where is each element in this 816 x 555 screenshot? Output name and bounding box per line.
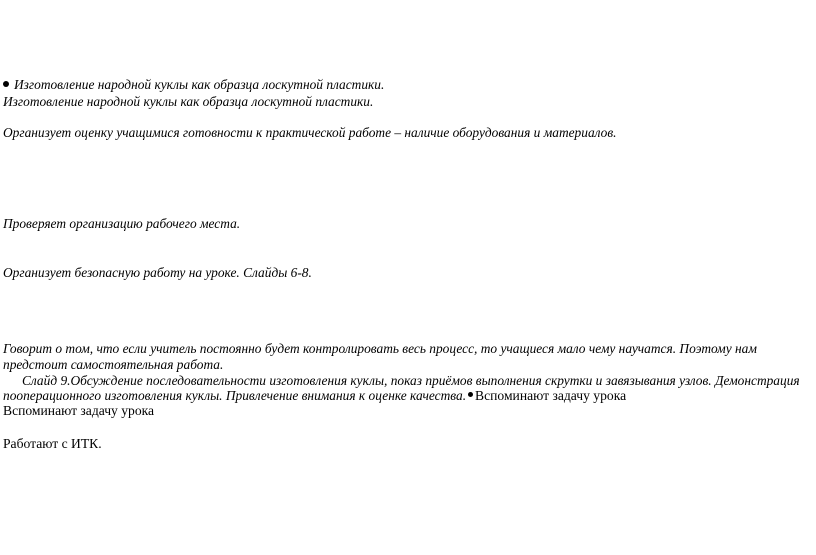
line-8: Слайд 9.Обсуждение последовательности изготовления куклы, показ приёмов выполнения скрутки и завязывания узлов. Демонстрация <box>22 373 800 388</box>
line-5: Организует безопасную работу на уроке. Слайды 6-8. <box>3 265 312 280</box>
line-11: Работают с ИТК. <box>3 436 102 451</box>
line-1-text: Изготовление народной куклы как образца лоскутной пластики. <box>14 77 385 92</box>
line-6: Говорит о том, что если учитель постоянно будет контролировать весь процесс, то учащиеся мало чему научатся. Поэтому нам <box>3 341 757 356</box>
line-3: Организует оценку учащимися готовности к практической работе – наличие оборудования и материалов. <box>3 125 617 140</box>
line-7: предстоит самостоятельная работа. <box>3 357 224 372</box>
line-10: Вспоминают задачу урока <box>3 403 155 418</box>
line-2: Изготовление народной куклы как образца лоскутной пластики. <box>3 94 374 109</box>
bullet-icon <box>3 81 9 87</box>
line-1 <box>3 76 384 93</box>
line-9-italic: пооперационного изготовления куклы. Привлечение внимания к оценке качества. <box>3 388 467 403</box>
bullet-icon <box>468 392 473 397</box>
line-4: Проверяет организацию рабочего места. <box>3 216 241 231</box>
line-9-regular: Вспоминают задачу урока <box>475 388 627 403</box>
